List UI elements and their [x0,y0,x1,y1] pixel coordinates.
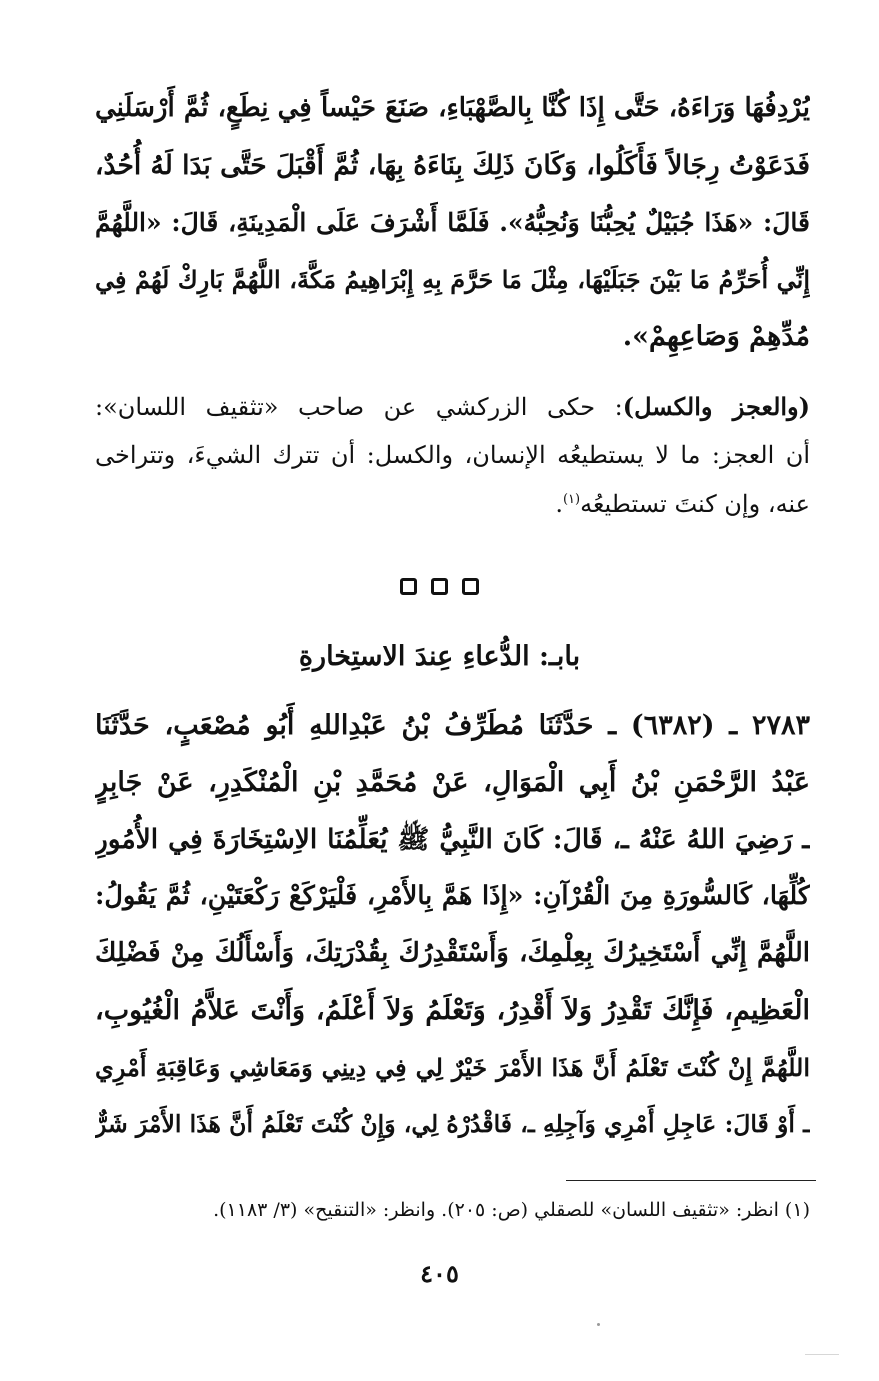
square-ornament-icon [462,578,479,595]
commentary-line [95,382,810,431]
text-line: ـ رَضِيَ اللهُ عَنْهُ ـ، قَالَ: كَانَ النَّبِيُّ ﷺ يُعَلِّمُنَا الاِسْتِخَارَةَ فِي الأُمُورِ [95,824,810,855]
scan-mark [805,1354,839,1355]
section-separator [0,578,879,599]
scan-speck [597,1323,600,1326]
text-line: قَالَ: «هَذَا جُبَيْلٌ يُحِبُّنَا وَنُحِبُّهُ». فَلَمَّا أَشْرَفَ عَلَى الْمَدِينَةِ، قَالَ: «اللَّهُمَّ [95,208,810,237]
text-line: ٢٧٨٣ ـ (٦٣٨٢) ـ حَدَّثَنَا مُطَرِّفُ بْنُ عَبْدِاللهِ أَبُو مُصْعَبٍ، حَدَّثَنَا [95,710,810,741]
text-line: إِنِّي أُحَرِّمُ مَا بَيْنَ جَبَلَيْهَا، مِثْلَ مَا حَرَّمَ بِهِ إِبْرَاهِيمُ مَكَّةَ، اللَّهُمَّ بَارِكْ لَهُمْ فِي [95,265,810,294]
page-number: ٤٠٥ [420,1259,459,1288]
text-line: ـ أَوْ قَالَ: عَاجِلِ أَمْرِي وَآجِلِهِ ـ، فَاقْدُرْهُ لِي، وَإِنْ كُنْتَ تَعْلَمُ أَنَّ هَذَا الأَمْرَ شَرٌّ [95,1110,810,1138]
square-ornament-icon [431,578,448,595]
hadith-continuation [95,80,810,365]
text-line: مُدِّهِمْ وَصَاعِهِمْ». [622,321,810,352]
text-line: اللَّهُمَّ إِنِّي أَسْتَخِيرُكَ بِعِلْمِكَ، وَأَسْتَقْدِرُكَ بِقُدْرَتِكَ، وَأَسْأَلُكَ مِنْ فَضْلِكَ [95,938,810,968]
text-line: عَبْدُ الرَّحْمَنِ بْنُ أَبِي الْمَوَالِ، عَنْ مُحَمَّدِ بْنِ الْمُنْكَدِرِ، عَنْ جَابِرٍ [95,767,810,798]
commentary-line: أن العجز: ما لا يستطيعُه الإنسان، والكسل: أن تترك الشيءَ، وتتراخى [95,441,810,469]
commentary-line-text: عنه، وإن كنتَ تستطيعُه [580,490,810,518]
square-ornament-icon [400,578,417,595]
text-line: اللَّهُمَّ إِنْ كُنْتَ تَعْلَمُ أَنَّ هَذَا الأَمْرَ خَيْرٌ لِي فِي دِينِي وَمَعَاشِي وَعَاقِبَةِ أَمْرِي [95,1053,810,1082]
hadith-text [95,697,810,1153]
footnote-divider [566,1180,816,1181]
text-line: الْعَظِيمِ، فَإِنَّكَ تَقْدِرُ وَلاَ أَقْدِرُ، وَتَعْلَمُ وَلاَ أَعْلَمُ، وَأَنْتَ عَلاَّمُ الْغُيُوبِ، [95,995,810,1026]
text-line: فَدَعَوْتُ رِجَالاً فَأَكَلُوا، وَكَانَ ذَلِكَ بِنَاءَهُ بِهَا، ثُمَّ أَقْبَلَ حَتَّى بَدَا لَهُ أُحُدٌ، [95,150,810,181]
commentary-line [95,480,810,529]
commentary-paragraph [95,382,810,529]
footnote: (١) انظر: «تثقيف اللسان» للصقلي (ص: ٢٠٥). وانظر: «التنقيح» (٣/ ١١٨٣). [213,1199,810,1221]
text-line: كُلِّهَا، كَالسُّورَةِ مِنَ الْقُرْآنِ: «إِذَا هَمَّ بِالأَمْرِ، فَلْيَرْكَعْ رَكْعَتَيْنِ، ثُمَّ يَقُولُ: [95,881,810,911]
commentary-heading: (والعجز والكسل) [622,392,810,421]
chapter-title: بابـ: الدُّعاءِ عِندَ الاستِخارةِ [298,641,581,672]
commentary-line-text: : حكى الزركشي عن صاحب «تثقيف اللسان»: [95,393,623,421]
footnote-reference: (١) [562,492,581,507]
text-line: يُرْدِفُهَا وَرَاءَهُ، حَتَّى إِذَا كُنَّا بِالصَّهْبَاءِ، صَنَعَ حَيْساً فِي نِطَعٍ، ثُمَّ أَرْسَلَنِي [95,93,810,123]
commentary-line-end: . [555,490,563,518]
